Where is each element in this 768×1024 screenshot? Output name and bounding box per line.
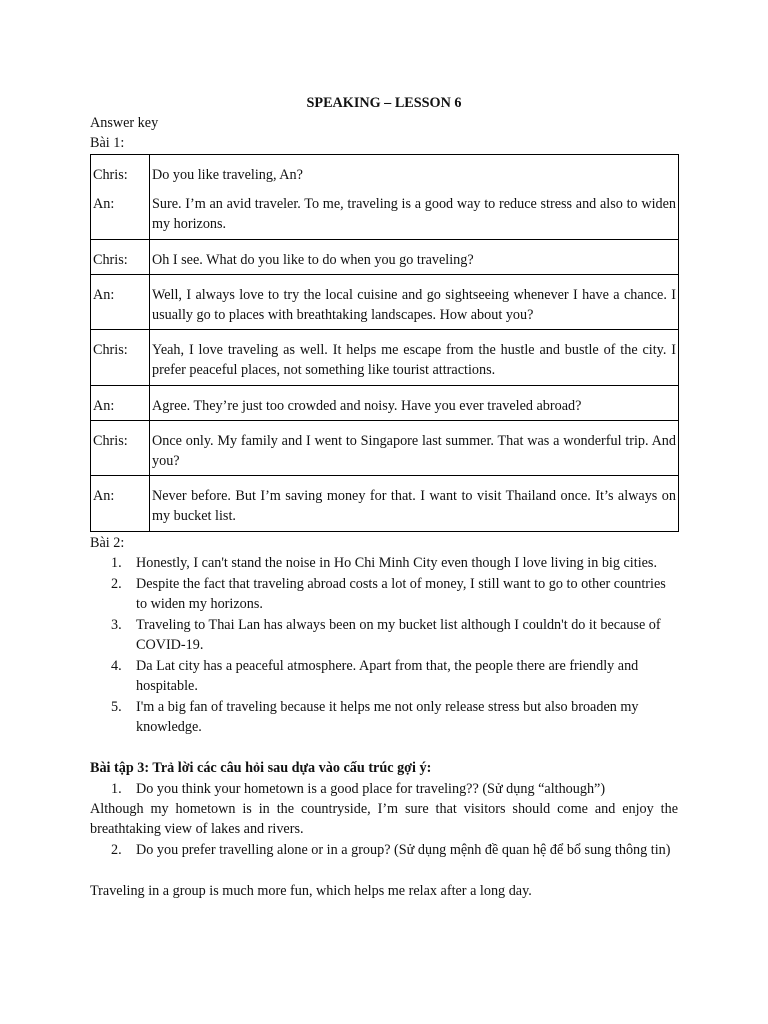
exercise-1-heading: Bài 1:	[90, 135, 125, 151]
exercise-3-answer-1: Although my hometown is in the countryside, I’m sure that visitors should come and enjoy the breathtaking view of lakes and rivers.	[90, 801, 678, 837]
list-item	[90, 574, 678, 614]
speaker-name: An:	[93, 196, 115, 212]
list-item	[90, 553, 678, 573]
speaker-name: An:	[91, 386, 150, 421]
list-number: 3.	[111, 617, 122, 633]
dialog-row	[91, 386, 679, 421]
dialog-row	[91, 155, 679, 240]
exercise-3-answer-2: Traveling in a group is much more fun, which helps me relax after a long day.	[90, 883, 532, 899]
speaker-name: An:	[91, 275, 150, 330]
dialog-row	[91, 476, 679, 532]
speaker-name: Chris:	[91, 240, 150, 275]
speaker-name: Chris:	[91, 330, 150, 386]
dialog-line: Never before. But I’m saving money for that. I want to visit Thailand once. It’s always on my bucket list.	[150, 476, 679, 532]
question-text: Do you think your hometown is a good place for traveling?? (Sử dụng “although”)	[136, 781, 606, 797]
list-item-text: Honestly, I can't stand the noise in Ho Chi Minh City even though I love living in big cities.	[136, 555, 657, 571]
dialog-row	[91, 330, 679, 386]
dialog-table	[90, 154, 679, 532]
page-title: SPEAKING – LESSON 6	[306, 95, 462, 111]
list-number: 1.	[111, 555, 122, 571]
list-item	[90, 656, 678, 696]
dialog-line: Do you like traveling, An?	[152, 167, 303, 183]
list-number: 5.	[111, 699, 122, 715]
speaker-cell	[91, 155, 150, 240]
list-number: 4.	[111, 658, 122, 674]
list-item	[90, 697, 678, 737]
dialog-line: Yeah, I love traveling as well. It helps me escape from the hustle and bustle of the city. I prefer peaceful places, not something like tourist attractions.	[150, 330, 679, 386]
list-item-text: I'm a big fan of traveling because it helps me not only release stress but also broaden my knowledge.	[136, 699, 639, 735]
speaker-name: Chris:	[93, 167, 128, 183]
answer-key-label: Answer key	[90, 115, 159, 131]
dialog-row	[91, 275, 679, 330]
dialog-line: Well, I always love to try the local cuisine and go sightseeing whenever I have a chance. I usually go to places with breathtaking landscapes. How about you?	[150, 275, 679, 330]
exercise-2-list	[90, 553, 678, 738]
dialog-line: Once only. My family and I went to Singapore last summer. That was a wonderful trip. And you?	[150, 421, 679, 476]
list-number: 2.	[111, 842, 122, 858]
dialog-line: Sure. I’m an avid traveler. To me, traveling is a good way to reduce stress and also to widen my horizons.	[152, 196, 676, 232]
exercise-2-heading: Bài 2:	[90, 535, 125, 551]
dialog-line: Oh I see. What do you like to do when you go traveling?	[150, 240, 679, 275]
exercise-3-heading: Bài tập 3: Trả lời các câu hỏi sau dựa vào cấu trúc gợi ý:	[90, 760, 432, 776]
list-number: 2.	[111, 576, 122, 592]
dialog-line: Agree. They’re just too crowded and noisy. Have you ever traveled abroad?	[150, 386, 679, 421]
exercise-3-question-2	[90, 840, 724, 860]
list-item-text: Despite the fact that traveling abroad costs a lot of money, I still want to go to other countries to widen my horizons.	[136, 576, 666, 612]
dialog-row	[91, 421, 679, 476]
exercise-3-question-1	[90, 779, 724, 799]
question-text: Do you prefer travelling alone or in a group? (Sử dụng mệnh đề quan hệ để bổ sung thông tin)	[136, 842, 671, 858]
list-number: 1.	[111, 781, 122, 797]
speaker-name: Chris:	[91, 421, 150, 476]
list-item-text: Traveling to Thai Lan has always been on my bucket list although I couldn't do it because of COVID-19.	[136, 617, 661, 653]
line-cell	[150, 155, 679, 240]
dialog-row	[91, 240, 679, 275]
speaker-name: An:	[91, 476, 150, 532]
list-item	[90, 615, 678, 655]
list-item-text: Da Lat city has a peaceful atmosphere. Apart from that, the people there are friendly and hospitable.	[136, 658, 639, 694]
